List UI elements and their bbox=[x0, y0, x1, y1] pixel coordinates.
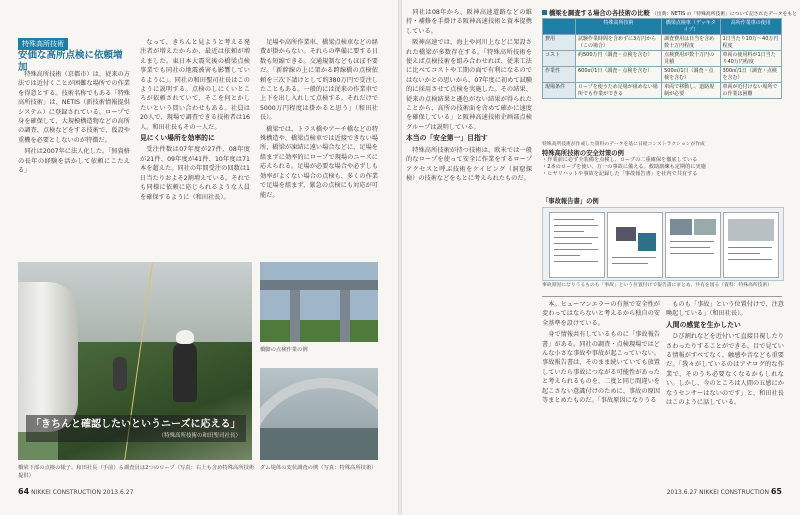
right-column-2 bbox=[542, 300, 660, 480]
subheading: 見にくい場所を効率的に bbox=[140, 134, 215, 143]
right-footer bbox=[667, 487, 782, 496]
table-row: コスト 約500万円（調査・点検を含む） 点検費用が数十万円の見積 車両の使用料が1日当たり40万円程度 bbox=[543, 51, 782, 67]
main-photo-caption: 橋梁下部の点検の様子。和田社長（手前）ら調査員は2つのロープ（写真：右上も含め特殊高所技術提供） bbox=[18, 465, 255, 479]
page-number: 64 bbox=[18, 487, 30, 496]
left-column-3 bbox=[260, 38, 378, 258]
paragraph: 橋梁では、トラス橋やアーチ橋などの特殊構造や、橋梁点検車では近接できない場所、橋梁が凍結に遠い場合などに、足場を組まずに効率的にロープで現場のニーズに応えられる。足場が必要な場合や必ずしも効率がよくない場合の点検も、多くの作業で足場を組まず、緊急の点検にも対応が可能だ。 bbox=[260, 125, 378, 199]
dam-photo-caption: ダム堤体の変状調査の例（写真：特殊高所技術） bbox=[260, 465, 377, 471]
divider bbox=[542, 296, 782, 297]
page-number: 65 bbox=[770, 487, 782, 496]
safety-line: ・2本のロープを使い、万一の事故に備える。救助訓練も定期的に実施 bbox=[542, 164, 706, 171]
right-column-3 bbox=[666, 300, 784, 480]
dam-photo bbox=[260, 368, 378, 460]
table-header: 特殊高所技術 橋梁点検車（デッキタイプ） 高所作業車の使用 bbox=[543, 19, 782, 35]
left-column-1 bbox=[18, 70, 130, 255]
left-footer bbox=[18, 487, 133, 496]
right-page bbox=[402, 0, 800, 515]
left-page bbox=[0, 0, 398, 515]
report-page-thumb bbox=[665, 212, 721, 278]
report-page-thumb bbox=[607, 212, 663, 278]
paragraph: 阪神高速では、海上や河川上などに架設された橋梁が多数存在する。「特殊高所技術を使えば点検技術を組み合わせれば、従来工法に比べてコストや工期の面で有利になるのではないかとの思いから、07年度に初めて試験的に採用させて点検を実施した。その結果、従来の点検結果と遜色がない結果が得られたことから、高所の技術面を含めて確かに速度を確保している」と阪神高速技術企画部点検グループは説明している。 bbox=[406, 39, 532, 131]
paragraph: 本。ヒューマンエラーの有無で安全性が変わってはならないと考えるから独自の安全基準を設けている。 bbox=[542, 301, 660, 327]
paragraph: ひび割れなどを近付いて直接目視したりさわったりすることができる。目で見ている情報がすべてなく、触感や音なども重要だ。「我々がしているのはアナログ的な作業で、そのうち必要なくなるかもしれない。しかし、今のところは人間の五感にかなうセンサーはないのです」と、和田社長はこのように話している。 bbox=[666, 333, 784, 407]
accident-report-caption: 事故原因になりうるものも「事故」という位置付けで報告書にまとめ、共有を図る（資料：特殊高所技術） bbox=[542, 283, 773, 288]
comparison-table-title: 橋梁を調査する場合の各技術の比較 （出典：NETIS の「特殊高所技術」について記されたデータをもと bbox=[542, 8, 800, 24]
paragraph: 受注件数は07年度が27件、08年度が21件、09年度が41件、10年度は71本を超えた。同社の年間受注の回数は1日当たりおよそ2割増えている。それでも同様に依頼に応じられるような人員を確保するように（和田社長）。 bbox=[140, 146, 250, 201]
safety-measures-title: 特殊高所技術の安全対策の例 bbox=[542, 150, 624, 157]
subheading: 人間の感覚を生かしたい bbox=[666, 320, 741, 329]
photo-quote: 「きちんと確認したいというニーズに応える」 bbox=[31, 419, 241, 430]
table-row: 現場条件 ロープを使うため足場が組めない場所でも作業ができる 車両で移動し、道路規制が必要 車両が近付けない場所での作業は困難 bbox=[543, 83, 782, 99]
table-row: 作業性 600㎡/1日（調査・点検を含む） 500㎡/1日（調査・点検を含む） 300㎡/1日（調査・点検を含む） bbox=[543, 67, 782, 83]
table-row: 費用 試験作業時間を含めずに3万円から（この場合） 調査費用は日当を含め数十万円程度 1日当たり10万〜40万円程度 bbox=[543, 35, 782, 51]
paragraph: ものも「事故」という位置付けで、注意喚起している」（和田社長）。 bbox=[666, 301, 784, 318]
safety-line: ・作業前に必ず全装備を点検し、ロープの二重確保を徹底している bbox=[542, 157, 698, 163]
report-page-thumb bbox=[723, 212, 779, 278]
photo-quote-credit: （特殊高所技術の和田聖司社長） bbox=[158, 433, 241, 439]
safety-line: ・ヒヤリハットや事故を記録した「事故報告書」を社内で共有する bbox=[542, 171, 698, 178]
accident-report-panel bbox=[542, 207, 784, 281]
pier-photo bbox=[260, 262, 378, 342]
paragraph: 特殊高所技術が持つ技術は、欧米では一般的なロープを使って安全に作業をするロープアクセスと呼ぶ技術をケイビング（洞窟探検）の技術などをもとに考えられたものだ。 bbox=[406, 146, 532, 182]
table-note: 特殊高所技術が作成した資料のデータを基に日経コンストラクションが作成 bbox=[542, 142, 705, 147]
safety-measures-box bbox=[542, 148, 782, 196]
magazine-name: NIKKEI CONSTRUCTION bbox=[699, 489, 769, 496]
paragraph: 足場や高所作業車、橋梁点検車などの経費が掛からない。それらの準備に要する日数も短縮できる。交通規制などもほぼ不要だ。「新幹線の上に架かる跨線橋の点検依頼を三次下請けとして約380万円で受注したこともある。一般的には従来の作業車で上下を出し入れして点検する。それだけで5000万円程度は掛かると思う」（和田社長）。 bbox=[260, 39, 378, 122]
paragraph: 身で情報共有しているものに「事故報告書」がある。同社の調査・点検現場ではどんな小さな事故や事故が起こっていない。事故報告書は、そのまま続いていても放置していたら事故につながる可能性があったと考えられるものを、二度と同じ間違いを起こさない意識付けのために、事故の原因等まとめたものだ。「事故原因になりうる bbox=[542, 331, 660, 405]
magazine-name: NIKKEI CONSTRUCTION bbox=[31, 489, 101, 496]
issue-date: 2013.6.27 bbox=[102, 489, 134, 496]
left-column-2 bbox=[140, 38, 250, 258]
section-tag: 特殊高所技術 bbox=[18, 38, 68, 50]
report-page-thumb bbox=[549, 212, 605, 278]
paragraph: なって、きちんと見ようと考える発注者が増えたからか、最近は依頼が増えました。東日本大震災後の橋梁点検事業でも同社の地震被害も影響しているように」。同社の和田聖司社長はこのように説明する。点検のしにくいところが依頼されていて、そこを何とかしたいという問い合わせもある。社員は20人で、現場で調査できる技術者は16人。和田社長もその一人だ。 bbox=[140, 39, 250, 131]
issue-date: 2013.6.27 bbox=[666, 489, 698, 496]
paragraph: 同社は08年から、阪神高速道路などの維持・補修を手掛ける阪神高速技術と資本提携している。 bbox=[406, 9, 532, 35]
accident-report-title: 「事故報告書」の例 bbox=[542, 198, 599, 205]
paragraph: 特殊高所技術（京都市）は、従来の方法では近付くことが困難な場所での作業を得意とする。技術名称でもある「特殊高所技術」は、NETIS（新技術情報提供システム）に登録されている。ロープで身を確保して、大規模構造物などの高所の調査、点検などをする技術で、仮設や重機を必要としないのが特徴だ。 bbox=[18, 71, 130, 144]
comparison-table bbox=[542, 18, 782, 99]
article-headline: 安価な高所点検に依頼増加 bbox=[18, 50, 123, 73]
pier-photo-caption: 橋脚の点検作業の例 bbox=[260, 347, 308, 353]
photo-quote-band bbox=[26, 415, 246, 442]
paragraph: 同社は2007年に法人化した。「無資格の長年の経験を活かして依頼にこたえる」 bbox=[18, 148, 130, 175]
subheading: 本当の「安全第一」目指す bbox=[406, 134, 488, 143]
right-column-1 bbox=[406, 8, 532, 248]
